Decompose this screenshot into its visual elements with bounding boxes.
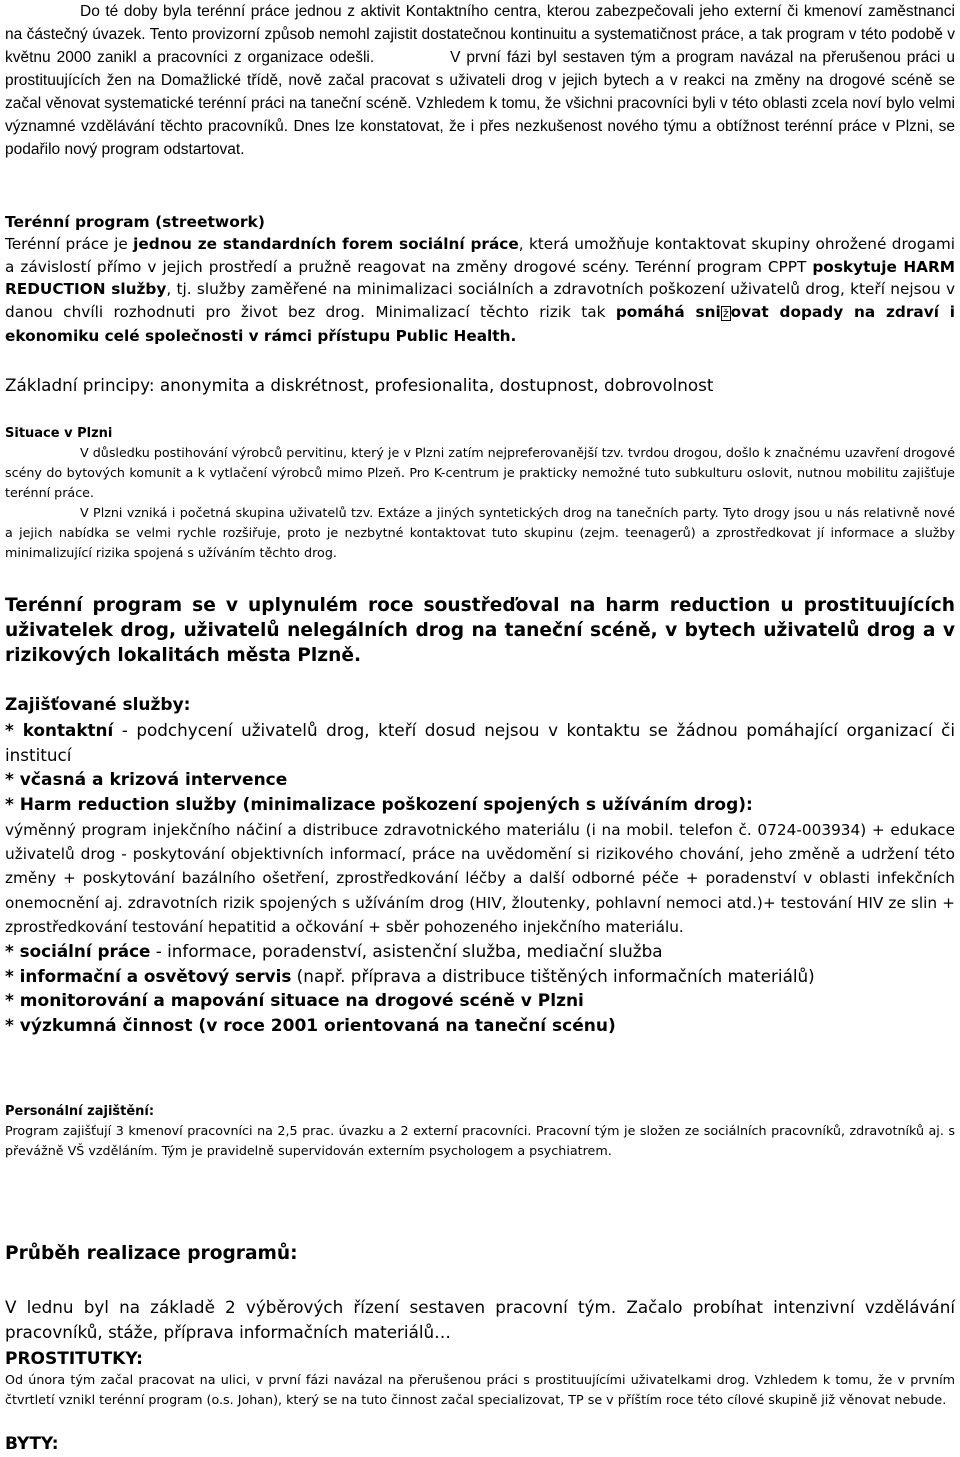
principles-line: Základní principy: anonymita a diskrétnost, profesionalita, dostupnost, dobrovolnost xyxy=(5,375,714,395)
service-contact-text: - podchycení uživatelů drog, kteří dosud nejsou v kontaktu se žádnou pomáhající organizací či institucí xyxy=(5,720,956,765)
service-info-label: * informační a osvětový servis xyxy=(5,966,292,987)
streetwork-text-1: Terénní práce je xyxy=(5,235,134,253)
streetwork-bold-3b: ovat dopady na zdraví i ekonomiku celé společnosti v rámci přístupu Public Health. xyxy=(5,302,956,345)
service-social xyxy=(5,939,955,964)
prostitutky-text: Od února tým začal pracovat na ulici, v první fázi navázal na přerušenou práci s prostituujícími uživatelkami drog. Vzhledem k tomu, že v prvním čtvrtletí vznikl terénní program (o.s. Johan), který se na tuto činnost začal specializovat, TP se v příštím roce této cílové skupině již věnovat nebude. xyxy=(5,1372,955,1407)
service-harm-reduction-text: výměnný program injekčního náčiní a distribuce zdravotnického materiálu (i na mobil. telefon č. 0724-003934) + edukace uživatelů drog - poskytování objektivních informací, práce na uvědomění si rizikového chování, jeho změně a udržení této změny + poskytování bazálního ošetření, zprostředkování léčby a další odborné péče + poradenství v oblasti infekčních onemocnění aj. zdravotních rizik spojených s užíváním drog (HIV, žloutenky, pohlavní nemoci atd.)+ testování HIV ze slin + zprostředkování testování hepatitid a očkování + sběr pohozeného injekčního materiálu. xyxy=(5,821,955,936)
missing-glyph-box: ž xyxy=(722,306,729,320)
intro-text-1: Do té doby byla terénní práce jednou z aktivit Kontaktního centra, kterou zabezpečovali jeho externí či kmenoví zaměstnanci na částečný úvazek. Tento provizorní způsob nemohl zajistit dostatečnou kontinuitu a systematičnost práce, a tak program v této podobě v květnu 2000 zanikl a pracovníci z organizace odešli. xyxy=(5,3,955,66)
prubeh-section xyxy=(5,1241,955,1266)
situace-paragraph-1 xyxy=(5,443,955,503)
intro-text-2b: Vzhledem k tomu, že všichni pracovníci byli v této oblasti zcela noví bylo velmi významné vzdělávání těchto pracovníků. xyxy=(5,95,955,135)
service-research: * výzkumná činnost (v roce 2001 orientovaná na taneční scénu) xyxy=(5,1016,616,1037)
situace-text-2: V Plzni vzniká i početná skupina uživatelů tzv. Extáze a jiných syntetických drog na tanečních party. Tyto drogy jsou u nás relativně nové a jejich nabídka se velmi rychle rozšiřuje, proto je nezbytné kontaktovat tuto skupinu (zejm. teenagerů) a zprostředkovat jí informace a služby minimalizující rizika spojená s užíváním těchto drog. xyxy=(5,505,955,560)
intro-text-2c: Dnes lze konstatovat, že i přes nezkušenost nového týmu a obtížnost terénní práce v Plzni, se podařilo nový program odstartovat. xyxy=(5,118,955,158)
streetwork-section xyxy=(5,211,955,348)
situace-paragraph-2 xyxy=(5,503,955,563)
situace-heading: Situace v Plzni xyxy=(5,426,113,441)
service-contact xyxy=(5,718,955,768)
streetwork-text-2: , která umožňuje kontaktovat skupiny ohrožené drogami a závislostí přímo v jejich prostředí a pružně reagovat na změny drogové scény. Terénní program CPPT xyxy=(5,235,956,276)
prostitutky-heading: PROSTITUTKY: xyxy=(5,1349,143,1369)
focus-statement: Terénní program se v uplynulém roce soustřeďoval na harm reduction u prostituujících uživatelek drog, uživatelů nelegálních drog na taneční scéně, v bytech uživatelů drog a v rizikových lokalitách města Plzně. xyxy=(5,595,955,666)
personal-text: Program zajišťují 3 kmenoví pracovníci na 2,5 prac. úvazku a 2 externí pracovníci. Pracovní tým je složen ze sociálních pracovníků, zdravotníků aj. s převážně VŠ vzděláním. Tým je pravidelně supervidován externím psychologem a psychiatrem. xyxy=(5,1123,955,1158)
intro-text-2a: V první fázi byl sestaven tým a program navázal na přerušenou práci u prostituujících žen na Domažlické třídě, nově začal pracovat s uživateli drog v jejich bytech a v reakci na změny na drogové scéně se začal věnovat systematické terénní práci na taneční scéně. xyxy=(5,49,955,112)
services-section xyxy=(5,693,955,1039)
intro-paragraph xyxy=(5,0,955,161)
streetwork-paragraph xyxy=(5,233,955,348)
service-contact-label: * kontaktní xyxy=(5,720,114,740)
situace-text-1: V důsledku postihování výrobců pervitinu, který je v Plzni zatím nejpreferovanější tzv. tvrdou drogou, došlo k značnému uzavření drogové scény do bytových komunit a k vytlačení výrobců mimo Plzeň. Pro K-centrum je prakticky nemožné tuto subkulturu oslovit, nutnou mobilitu zajišťuje terénní práce. xyxy=(5,445,955,500)
streetwork-text-3: , tj. služby zaměřené na minimalizaci sociálních a zdravotních poškození uživatelů drog, kteří nejsou v danou chvíli rozhodnuti pro život bez drog. Minimalizací těchto rizik tak xyxy=(5,280,955,321)
services-heading: Zajišťované služby: xyxy=(5,695,191,715)
service-monitoring: * monitorování a mapování situace na drogové scéně v Plzni xyxy=(5,991,584,1012)
prubeh-heading: Průběh realizace programů: xyxy=(5,1243,298,1264)
streetwork-heading: Terénní program (streetwork) xyxy=(5,213,265,231)
service-crisis: * včasná a krizová intervence xyxy=(5,770,288,790)
prubeh-text: V lednu byl na základě 2 výběrových řízení sestaven pracovní tým. Začalo probíhat intenzivní vzdělávání pracovníků, stáže, příprava informačních materiálů… xyxy=(5,1297,955,1342)
streetwork-bold-1: jednou ze standardních forem sociální práce xyxy=(133,235,519,253)
service-info xyxy=(5,964,955,989)
service-social-label: * sociální práce xyxy=(5,941,151,962)
personal-section xyxy=(5,1103,955,1161)
streetwork-bold-3a: pomáhá sni xyxy=(615,302,721,321)
byty-heading: BYTY: xyxy=(5,1434,59,1454)
situace-section xyxy=(5,425,955,563)
service-social-text: - informace, poradenství, asistenční služba, mediační služba xyxy=(150,941,663,962)
service-harm-reduction: * Harm reduction služby (minimalizace poškození spojených s užíváním drog): xyxy=(5,795,753,815)
service-info-text: (např. příprava a distribuce tištěných informačních materiálů) xyxy=(291,966,815,987)
personal-heading: Personální zajištění: xyxy=(5,1104,155,1119)
streetwork-bold-2: poskytuje HARM REDUCTION služby xyxy=(5,257,955,298)
